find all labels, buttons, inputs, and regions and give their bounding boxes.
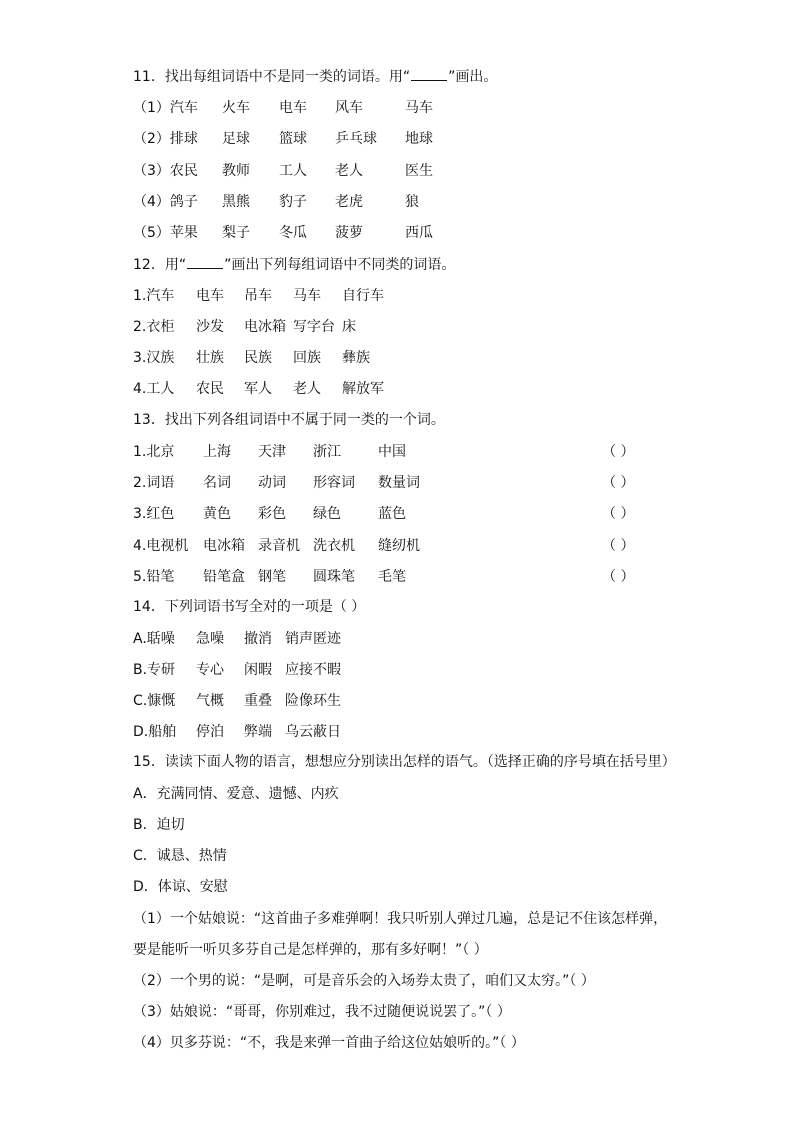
q14-word: 弊端: [244, 724, 272, 740]
q11-word: 篮球: [279, 131, 307, 148]
q14-word: 专心: [196, 662, 224, 678]
q11-word: 教师: [222, 162, 250, 179]
q14-word: 急噪: [196, 631, 224, 647]
q12-word: 农民: [196, 381, 224, 397]
q11-word: 梨子: [222, 225, 250, 242]
q13-word: 彩色: [258, 506, 286, 523]
q11-word: 狼: [405, 193, 419, 210]
q12-word: 电车: [196, 288, 224, 304]
q13-word: 动词: [258, 475, 286, 492]
q13-word: 电冰箱: [203, 537, 245, 554]
q12-word: 床: [342, 319, 356, 335]
q12-title-post: ”画出下列每组词语中不同类的词语。: [224, 257, 456, 273]
q13-word: 铅笔盒: [203, 568, 245, 585]
q11-word: 工人: [279, 162, 307, 179]
q12-word: 电冰箱: [244, 319, 286, 335]
q13-answer-parens: （ ）: [602, 475, 635, 492]
q13-answer-parens: （ ）: [602, 444, 635, 460]
q13-word: 2.词语: [133, 475, 175, 492]
q13-word: 毛笔: [378, 568, 406, 585]
q12-word: 沙发: [196, 319, 224, 335]
q14-word: 应接不暇: [285, 662, 341, 678]
q12-title-pre: 12．用“: [133, 257, 187, 273]
q13-word: 1.北京: [133, 444, 175, 460]
q11-title: [133, 66, 497, 88]
q11-underline-blank: [411, 67, 447, 81]
q12-word: 马车: [293, 288, 321, 304]
q11-word: 老人: [335, 162, 363, 179]
q11-word: （3）农民: [133, 162, 198, 179]
q13-word: 名词: [203, 475, 231, 492]
q12-word: 回族: [293, 350, 321, 366]
q14-word: 乌云蔽日: [285, 724, 341, 740]
q11-word: 乒乓球: [335, 131, 377, 148]
q13-word: 钢笔: [258, 568, 286, 585]
q12-word: 自行车: [342, 288, 384, 304]
q14-title: 14．下列词语书写全对的一项是（ ）: [133, 599, 366, 615]
q12-word: 彝族: [342, 350, 370, 366]
q11-word: 地球: [405, 131, 433, 148]
q14-word: 停泊: [196, 724, 224, 740]
q13-word: 录音机: [258, 537, 300, 554]
q11-title-pre: 11．找出每组词语中不是同一类的词语。用“: [133, 69, 411, 85]
q11-word: 医生: [405, 162, 433, 179]
q14-word: 撤消: [244, 631, 272, 647]
q13-word: 上海: [203, 444, 231, 460]
q14-word: D.船舶: [133, 724, 177, 740]
q11-word: 西瓜: [405, 225, 433, 242]
q13-word: 中国: [378, 444, 406, 460]
q13-answer-parens: （ ）: [602, 537, 635, 554]
q11-word: 马车: [405, 100, 433, 116]
q15-option-a: A．充满同情、爱意、遗憾、内疚: [133, 786, 339, 802]
q13-word: 数量词: [378, 475, 420, 492]
q15-sentence-1a: （1）一个姑娘说：“这首曲子多难弹啊！我只听别人弹过几遍，总是记不住该怎样弹，: [133, 911, 668, 927]
q12-underline-blank: [187, 255, 223, 269]
q12-word: 3.汉族: [133, 350, 175, 366]
q11-word: 火车: [222, 100, 250, 116]
q13-word: 黄色: [203, 506, 231, 523]
q13-answer-parens: （ ）: [602, 506, 635, 523]
q11-word: 菠萝: [335, 225, 363, 242]
q11-word: 黑熊: [222, 193, 250, 210]
q12-word: 民族: [244, 350, 272, 366]
q15-option-b: B．迫切: [133, 817, 185, 833]
q11-word: 风车: [335, 100, 363, 116]
q13-answer-parens: （ ）: [602, 568, 635, 585]
q11-word: 冬瓜: [279, 225, 307, 242]
q15-option-d: D．体谅、安慰: [133, 879, 228, 895]
q12-word: 吊车: [244, 288, 272, 304]
q13-word: 洗衣机: [313, 537, 355, 554]
q13-word: 4.电视机: [133, 537, 189, 554]
q12-title: [133, 254, 455, 276]
q11-word: 豹子: [279, 193, 307, 210]
q15-sentence-1b: 要是能听一听贝多芬自己是怎样弹的，那有多好啊！”（ ）: [133, 942, 488, 958]
q11-word: 老虎: [335, 193, 363, 210]
q12-word: 老人: [293, 381, 321, 397]
q13-word: 绿色: [313, 506, 341, 523]
q12-word: 解放军: [342, 381, 384, 397]
q13-word: 蓝色: [378, 506, 406, 523]
q14-word: B.专研: [133, 662, 176, 678]
q11-word: （5）苹果: [133, 225, 198, 242]
q13-word: 天津: [258, 444, 286, 460]
q12-word: 2.衣柜: [133, 319, 175, 335]
q11-word: （1）汽车: [133, 100, 198, 116]
q13-word: 形容词: [313, 475, 355, 492]
q15-sentence-2: （2）一个男的说：“是啊，可是音乐会的入场券太贵了，咱们又太穷。”（ ）: [133, 973, 595, 989]
q15-option-c: C．诚恳、热情: [133, 848, 227, 864]
q12-word: 壮族: [196, 350, 224, 366]
q12-word: 4.工人: [133, 381, 175, 397]
q14-word: 闲暇: [244, 662, 272, 678]
q11-word: （2）排球: [133, 131, 198, 148]
q13-word: 缝纫机: [378, 537, 420, 554]
q15-title: 15．读读下面人物的语言，想想应分别读出怎样的语气。（选择正确的序号填在括号里）: [133, 754, 676, 770]
q13-word: 浙江: [313, 444, 341, 460]
q15-sentence-4: （4）贝多芬说：“不，我是来弹一首曲子给这位姑娘听的。”（ ）: [133, 1035, 525, 1051]
q14-word: 气概: [196, 693, 224, 709]
q12-word: 写字台: [293, 319, 335, 335]
q13-word: 5.铅笔: [133, 568, 175, 585]
q13-title: 13．找出下列各组词语中不属于同一类的一个词。: [133, 412, 445, 428]
q13-word: 圆珠笔: [313, 568, 355, 585]
q11-title-post: ”画出。: [448, 69, 498, 85]
q14-word: 重叠: [244, 693, 272, 709]
q14-word: A.聒噪: [133, 631, 175, 647]
q11-word: 电车: [279, 100, 307, 116]
q14-word: C.慷慨: [133, 693, 176, 709]
q13-word: 3.红色: [133, 506, 175, 523]
q14-word: 销声匿迹: [285, 631, 341, 647]
q14-word: 险像环生: [285, 693, 341, 709]
q11-word: 足球: [222, 131, 250, 148]
q12-word: 军人: [244, 381, 272, 397]
q11-word: （4）鸽子: [133, 193, 198, 210]
q12-word: 1.汽车: [133, 288, 175, 304]
q15-sentence-3: （3）姑娘说：“哥哥，你别难过，我不过随便说说罢了。”（ ）: [133, 1004, 511, 1020]
